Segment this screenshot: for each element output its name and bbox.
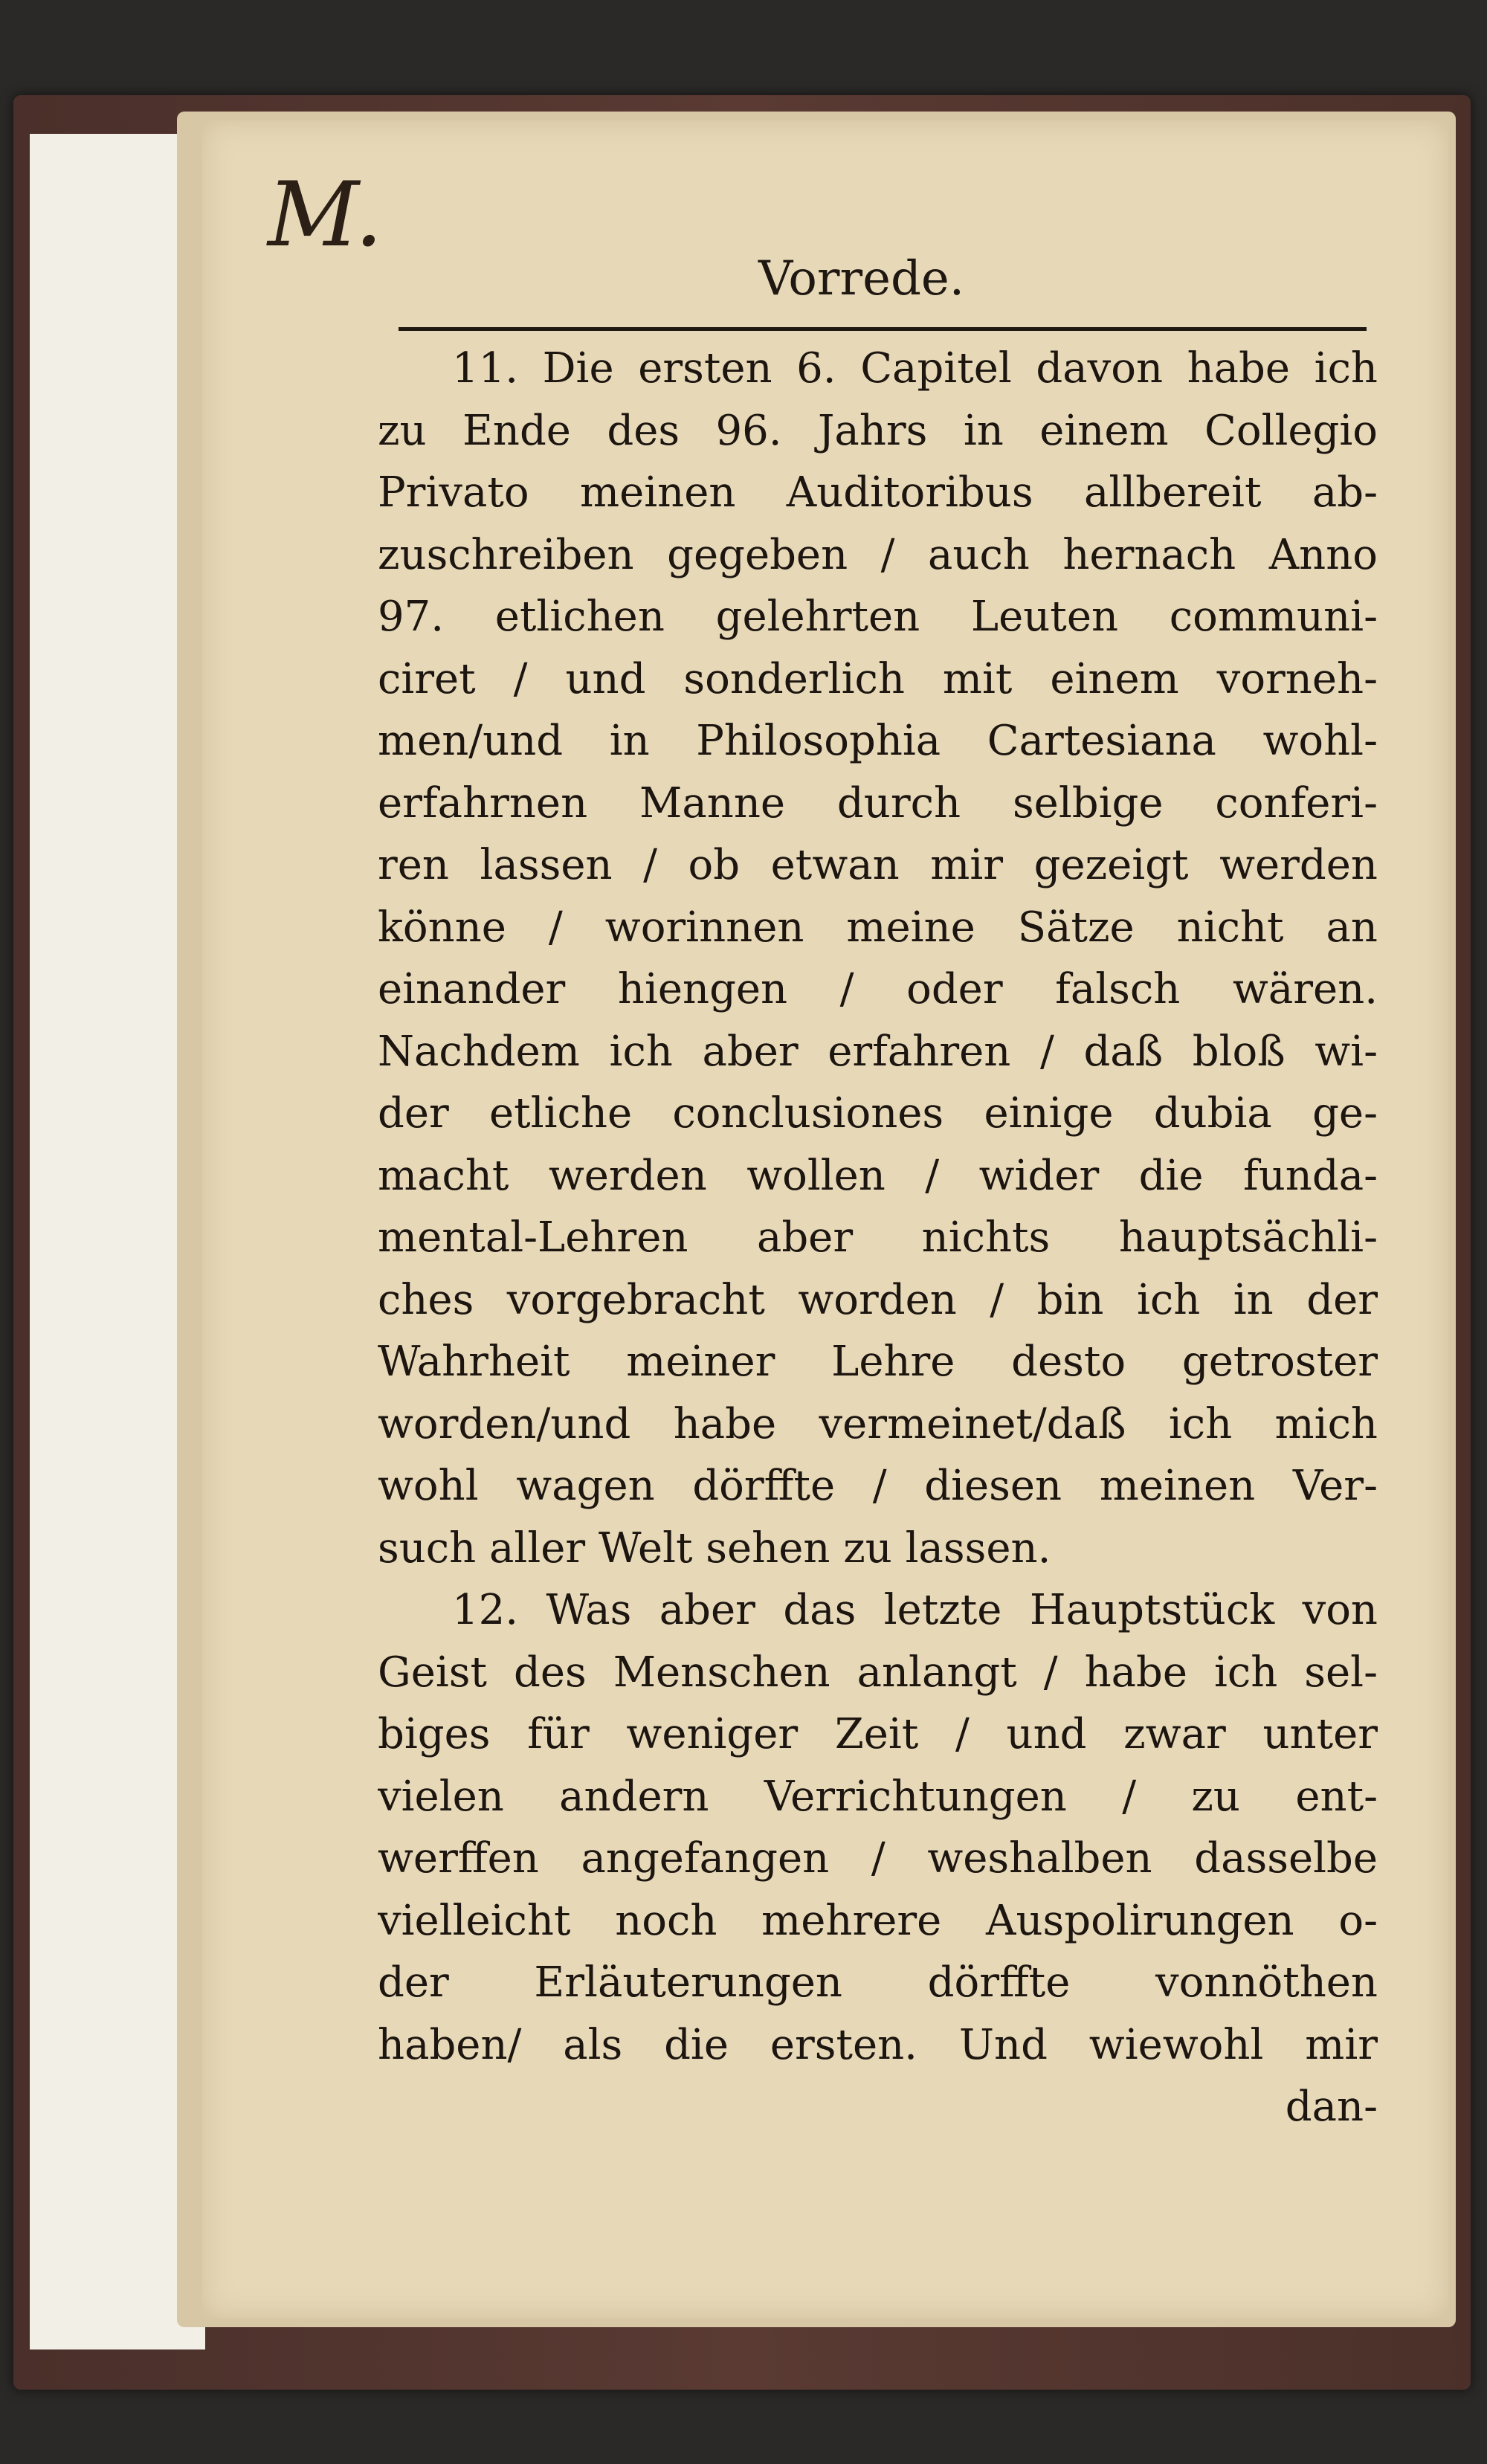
text-line: ren lassen / ob etwan mir gezeigt werden — [378, 841, 1378, 889]
header-rule — [399, 327, 1367, 331]
text-line: könne / worinnen meine Sätze nicht an — [378, 903, 1378, 952]
text-line: 12. Was aber das letzte Hauptstück von — [452, 1586, 1378, 1634]
text-line: Wahrheit meiner Lehre desto getroster — [378, 1338, 1378, 1386]
text-line: Privato meinen Auditoribus allbereit ab- — [378, 468, 1378, 517]
text-line: werffen angefangen / weshalben dasselbe — [378, 1834, 1378, 1883]
text-line: zu Ende des 96. Jahrs in einem Collegio — [378, 406, 1378, 455]
text-line: der etliche conclusiones einige dubia ge- — [378, 1089, 1378, 1138]
text-line: ches vorgebracht worden / bin ich in der — [378, 1275, 1378, 1324]
text-line: biges für weniger Zeit / und zwar unter — [378, 1710, 1378, 1758]
handwritten-shelfmark: M. — [268, 164, 379, 267]
text-line: men/und in Philosophia Cartesiana wohl- — [378, 717, 1378, 765]
text-line: Nachdem ich aber erfahren / daß bloß wi- — [378, 1027, 1378, 1076]
text-line: vielleicht noch mehrere Auspolirungen o- — [378, 1896, 1378, 1945]
text-line: such aller Welt sehen zu lassen. — [378, 1523, 1051, 1573]
text-line: 97. etlichen gelehrten Leuten communi- — [378, 593, 1378, 641]
text-line: vielen andern Verrichtungen / zu ent- — [378, 1772, 1378, 1821]
text-line: wohl wagen dörffte / diesen meinen Ver- — [378, 1462, 1378, 1510]
text-line: Geist des Menschen anlangt / habe ich sel- — [378, 1648, 1378, 1697]
text-line: haben/ als die ersten. Und wiewohl mir — [378, 2020, 1378, 2069]
running-head: Vorrede. — [758, 251, 965, 306]
text-line: mental-Lehren aber nichts hauptsächli- — [378, 1213, 1378, 1262]
text-line: zuschreiben gegeben / auch hernach Anno — [378, 530, 1378, 579]
text-line: der Erläuterungen dörffte vonnöthen — [378, 1958, 1378, 2007]
text-line: worden/und habe vermeinet/daß ich mich — [378, 1399, 1378, 1448]
text-line: einander hiengen / oder falsch wären. — [378, 965, 1378, 1013]
text-line: 11. Die ersten 6. Capitel davon habe ich — [452, 344, 1378, 393]
body-text — [378, 338, 1378, 2138]
text-line: macht werden wollen / wider die funda- — [378, 1151, 1378, 1200]
catchword: dan- — [1285, 2083, 1378, 2131]
text-line: ciret / und sonderlich mit einem vorneh- — [378, 654, 1378, 703]
text-line: erfahrnen Manne durch selbige conferi- — [378, 778, 1378, 828]
